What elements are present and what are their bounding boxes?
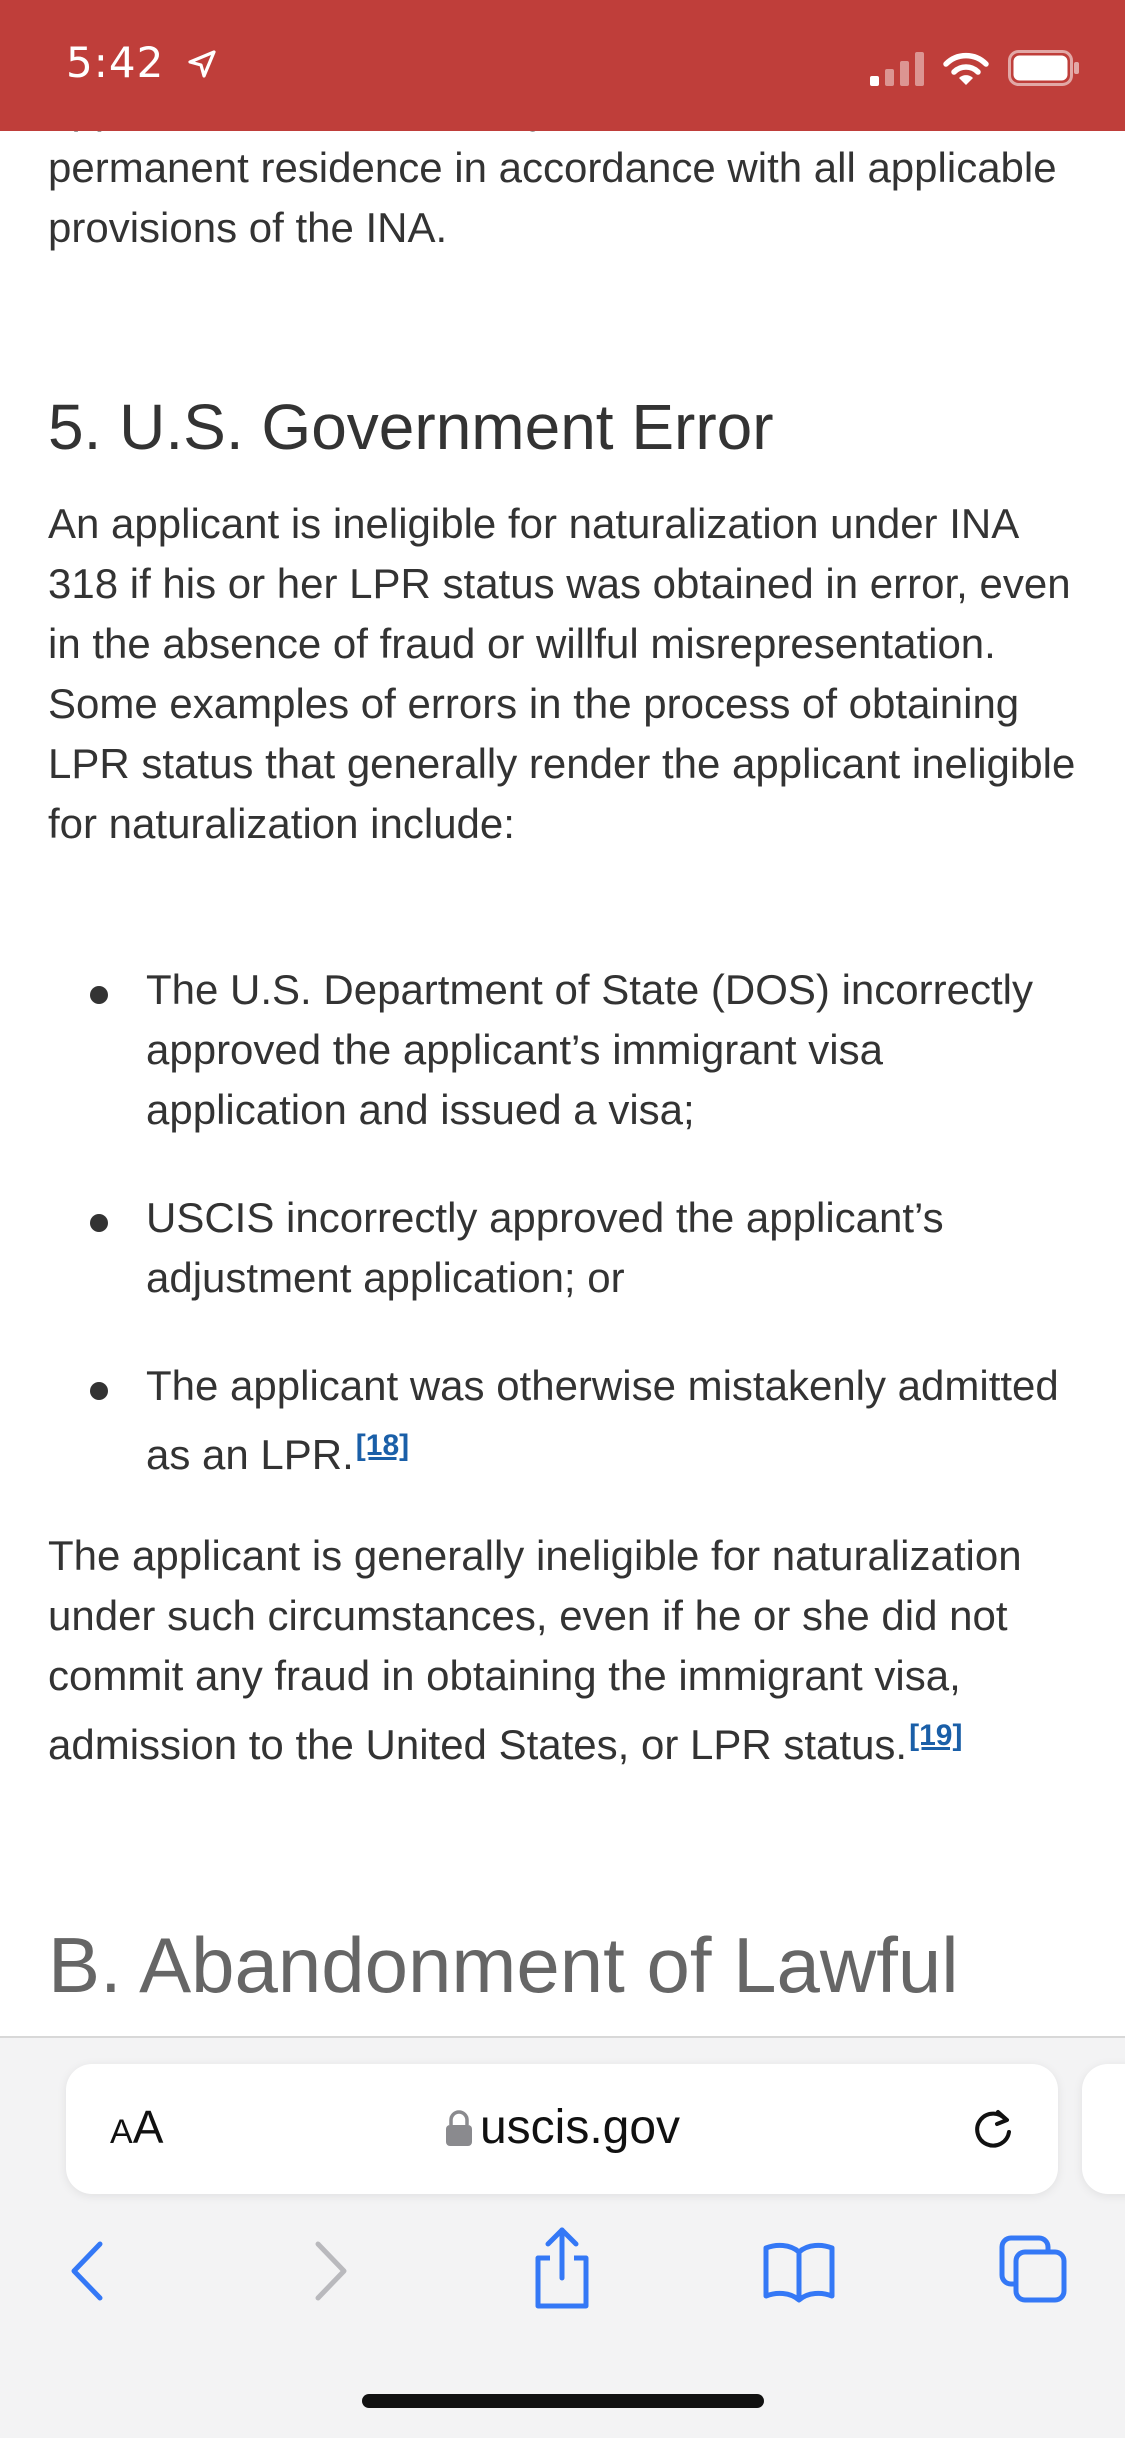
aa-small-label: A xyxy=(110,2113,133,2151)
list-item xyxy=(0,1188,1125,1308)
next-section-heading: B. Abandonment of Lawful xyxy=(48,1921,959,2009)
lock-icon xyxy=(444,2109,474,2147)
paragraph-ineligible-text: The applicant is generally ineligible for naturalization under such circumstances, even if he or she did not commit any fraud in obtaining the immigrant visa, admission to the United States, or LPR status. xyxy=(48,1532,1022,1768)
status-bar xyxy=(0,0,1125,131)
list-item-text: USCIS incorrectly approved the applicant’s adjustment application; or xyxy=(146,1194,944,1301)
bullet-dot xyxy=(90,1382,108,1400)
navigation-toolbar xyxy=(0,2238,1125,2358)
status-time xyxy=(66,38,217,87)
back-icon[interactable] xyxy=(62,2238,112,2304)
aa-large-label: A xyxy=(132,2101,164,2153)
footnote-link-18[interactable]: [18] xyxy=(355,1429,410,1462)
section-heading: 5. U.S. Government Error xyxy=(48,391,774,463)
address-bar[interactable] xyxy=(66,2064,1058,2194)
error-examples-list xyxy=(0,960,1125,1533)
url-display[interactable] xyxy=(66,2100,1058,2155)
list-item xyxy=(0,1356,1125,1485)
reload-icon[interactable] xyxy=(968,2104,1018,2154)
bullet-dot xyxy=(90,986,108,1004)
tabs-icon[interactable] xyxy=(998,2234,1070,2306)
list-item-text: The U.S. Department of State (DOS) incorrectly approved the applicant’s immigrant visa application and issued a visa; xyxy=(146,966,1033,1133)
home-indicator xyxy=(362,2394,764,2408)
location-arrow-icon xyxy=(187,49,217,79)
battery-icon xyxy=(1008,50,1080,86)
bookmarks-icon[interactable] xyxy=(762,2238,836,2304)
status-icons xyxy=(870,50,1080,86)
cellular-signal-icon xyxy=(870,52,924,86)
bullet-dot xyxy=(90,1214,108,1232)
footnote-link-19[interactable]: [19] xyxy=(909,1719,963,1752)
list-item xyxy=(0,960,1125,1140)
status-time-text: 5:42 xyxy=(66,38,165,87)
paragraph-ineligible xyxy=(48,1526,1078,1775)
share-icon[interactable] xyxy=(528,2222,596,2312)
intro-text: permanent residence in accordance with all applicable provisions of the INA. xyxy=(48,144,1057,251)
next-tab-preview[interactable] xyxy=(1082,2064,1125,2194)
list-item-text: The applicant was otherwise mistakenly admitted as an LPR. xyxy=(146,1362,1059,1478)
browser-toolbar xyxy=(0,2036,1125,2438)
forward-icon[interactable] xyxy=(306,2238,356,2304)
paragraph-error-intro: An applicant is ineligible for naturalization under INA 318 if his or her LPR status was obtained in error, even in the absence of fraud or willful misrepresentation. Some examples of errors in the process of obtaining LPR status that generally render the applicant ineligible for naturalization include: xyxy=(48,500,1076,847)
wifi-icon xyxy=(942,52,990,86)
url-text: uscis.gov xyxy=(479,2101,681,2154)
